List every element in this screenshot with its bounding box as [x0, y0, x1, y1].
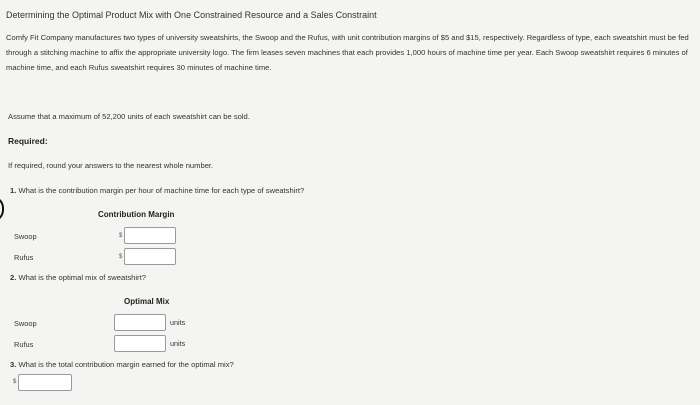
total-contribution-margin-input[interactable] — [18, 374, 72, 391]
pointer-bracket-marker — [0, 196, 4, 222]
question-3-text: What is the total contribution margin earned for the optimal mix? — [18, 360, 234, 369]
question-1-text: What is the contribution margin per hour of machine time for each type of sweatshirt? — [18, 186, 305, 195]
rounding-note: If required, round your answers to the nearest whole number. — [8, 161, 214, 170]
q1-rufus-dollar-sign: $ — [119, 254, 123, 260]
problem-description: Comfy Fit Company manufactures two types of university sweatshirts, the Swoop and the Rufus, with unit contribution margins of $5 and $15, respectively. Regardless of type, each sweatshirt must be fed through a stitching machine to affix the appropriate university logo. The firm leases seven machines that each provides 1,000 hours of machine time per year. Each Swoop sweatshirt requires 6 minutes of machine time, and each Rufus sweatshirt requires 30 minutes of machine time. — [6, 33, 689, 72]
q3-dollar-sign: $ — [13, 379, 17, 385]
question-3-number: 3. — [10, 360, 17, 369]
q1-swoop-label: Swoop — [14, 232, 37, 241]
question-1-number: 1. — [10, 186, 17, 195]
q2-rufus-label: Rufus — [14, 340, 34, 349]
optimal-mix-header: Optimal Mix — [124, 297, 170, 306]
required-label: Required: — [8, 136, 48, 146]
question-2 — [10, 273, 146, 282]
sales-assumption: Assume that a maximum of 52,200 units of each sweatshirt can be sold. — [8, 112, 250, 121]
question-3 — [10, 360, 234, 369]
q1-swoop-dollar-sign: $ — [119, 233, 123, 239]
swoop-optimal-units-input[interactable] — [114, 314, 166, 331]
rufus-optimal-units-input[interactable] — [114, 335, 166, 352]
q1-rufus-label: Rufus — [14, 253, 34, 262]
question-2-number: 2. — [10, 273, 17, 282]
swoop-units-label: units — [170, 318, 186, 327]
question-2-text: What is the optimal mix of sweatshirt? — [18, 273, 146, 282]
rufus-units-label: units — [170, 339, 186, 348]
problem-title: Determining the Optimal Product Mix with One Constrained Resource and a Sales Constraint — [6, 10, 377, 20]
q2-swoop-label: Swoop — [14, 319, 37, 328]
question-1 — [10, 186, 304, 195]
swoop-contribution-margin-input[interactable] — [124, 227, 176, 244]
contribution-margin-header: Contribution Margin — [98, 210, 175, 219]
rufus-contribution-margin-input[interactable] — [124, 248, 176, 265]
